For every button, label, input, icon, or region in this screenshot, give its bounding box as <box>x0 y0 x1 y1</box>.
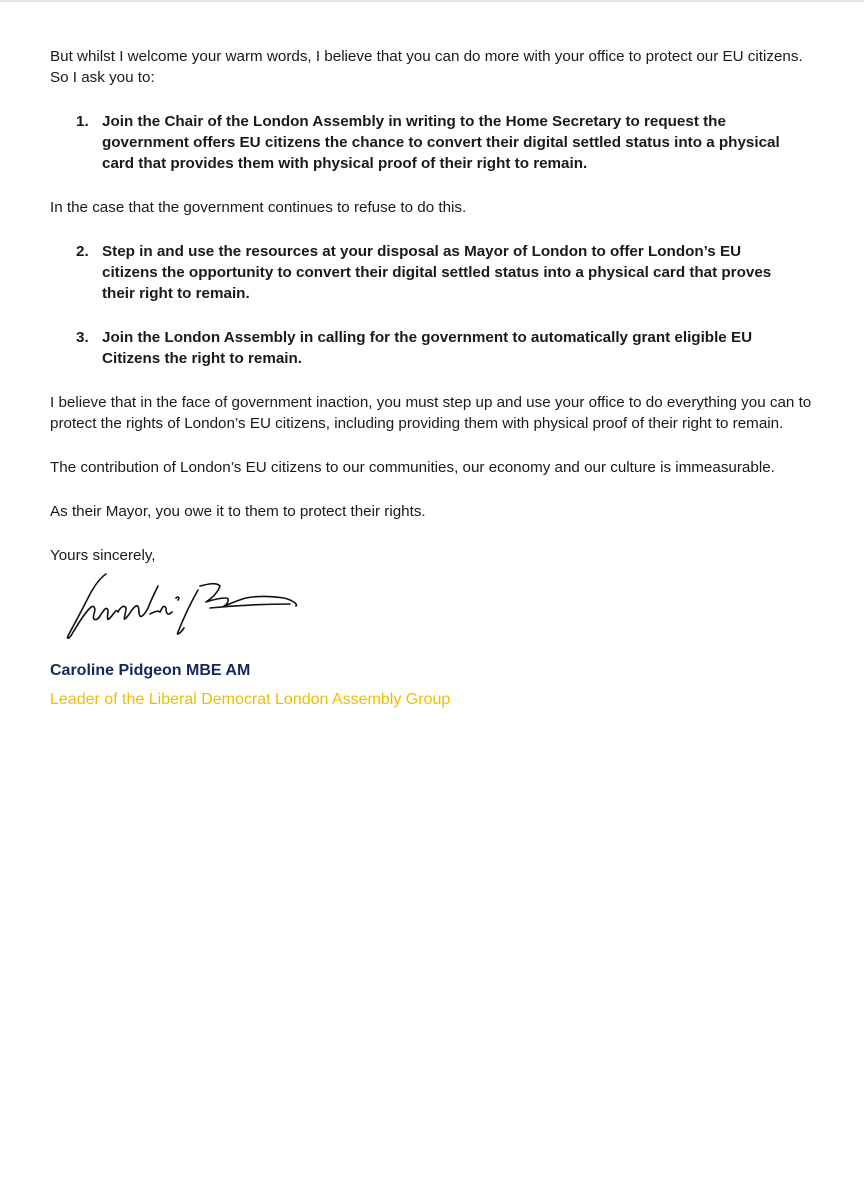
contribution-paragraph: The contribution of London’s EU citizens to our communities, our economy and our culture is immeasurable. <box>50 459 775 476</box>
owe-paragraph: As their Mayor, you owe it to them to protect their rights. <box>50 503 426 520</box>
request-item-2 <box>50 241 798 304</box>
request-text-3: Join the London Assembly in calling for the government to automatically grant eligible EU Citizens the right to remain. <box>102 329 753 367</box>
request-item-1 <box>50 111 798 174</box>
handwritten-signature-icon <box>60 568 320 648</box>
condition-paragraph: In the case that the government continues to refuse to do this. <box>50 199 467 216</box>
request-text-1: Join the Chair of the London Assembly in writing to the Home Secretary to request the government offers EU citizens the chance to convert their digital settled status into a physical card that provides them with physical proof of their right to remain. <box>102 113 780 172</box>
closing-line: Yours sincerely, <box>50 547 156 564</box>
page-top-edge <box>0 0 864 2</box>
signature <box>50 568 820 648</box>
belief-paragraph: I believe that in the face of government inaction, you must step up and use your office to do everything you can to protect the rights of London’s EU citizens, including providing them with physical proof of their right to remain. <box>50 394 812 432</box>
signatory-name: Caroline Pidgeon MBE AM <box>50 662 251 679</box>
request-number-3: 3. <box>76 329 89 346</box>
request-item-3 <box>50 327 798 369</box>
request-number-1: 1. <box>76 113 89 130</box>
letter-body <box>50 46 820 711</box>
signatory-role: Leader of the Liberal Democrat London Assembly Group <box>50 691 451 708</box>
request-number-2: 2. <box>76 243 89 260</box>
intro-paragraph: But whilst I welcome your warm words, I believe that you can do more with your office to protect our EU citizens. So I ask you to: <box>50 48 803 86</box>
request-text-2: Step in and use the resources at your disposal as Mayor of London to offer London’s EU citizens the opportunity to convert their digital settled status into a physical card that proves their right to remain. <box>102 243 772 302</box>
